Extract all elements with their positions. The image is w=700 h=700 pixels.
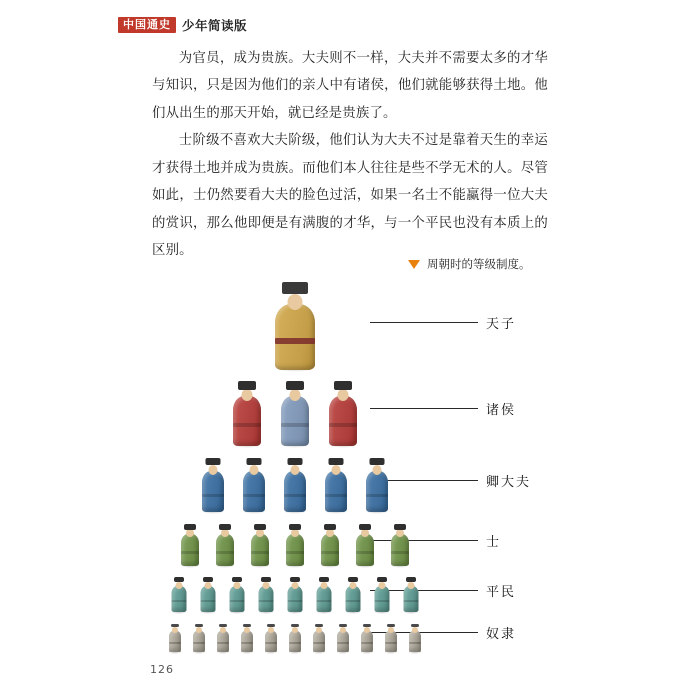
figurine-hat [411, 624, 419, 627]
figurine-head [388, 627, 394, 633]
figurine [191, 622, 208, 652]
hierarchy-pyramid-figure [120, 278, 580, 658]
figurine-robe [230, 586, 245, 612]
figurine-head [205, 582, 212, 589]
figurine-hat [387, 624, 395, 627]
figurine-robe [329, 396, 357, 446]
figurine-sash [409, 642, 421, 644]
figurine-head [321, 582, 328, 589]
figurine-robe [181, 534, 199, 566]
figurine [387, 522, 413, 566]
figurine-hat [291, 624, 299, 627]
figurine-sash [233, 423, 261, 427]
figurine-hat [261, 577, 271, 582]
figurine [167, 622, 184, 652]
figurine-head [242, 389, 253, 401]
tier-label-0: 天子 [486, 317, 517, 332]
tier-label-3: 士 [486, 535, 502, 550]
figurine-sash [193, 642, 205, 644]
page-number: 126 [150, 663, 174, 676]
leader-line [370, 540, 478, 541]
figurine [212, 522, 238, 566]
figurine [247, 522, 273, 566]
figurine-sash [217, 642, 229, 644]
figurine [268, 278, 322, 370]
figurine-hat [288, 458, 303, 465]
figurine-robe [286, 534, 304, 566]
figurine-head [176, 582, 183, 589]
figurine-hat [329, 458, 344, 465]
figurine-sash [329, 423, 357, 427]
figurine-sash [317, 600, 332, 602]
figurine-robe [391, 534, 409, 566]
figurine-head [186, 529, 194, 537]
figurine-sash [181, 551, 199, 554]
figurine-robe [201, 586, 216, 612]
figurine-sash [243, 494, 265, 497]
figurine-robe [275, 304, 315, 370]
figurine [239, 622, 256, 652]
figurine [335, 622, 352, 652]
figurine-sash [313, 642, 325, 644]
figurine-hat [195, 624, 203, 627]
figurine-hat [238, 381, 256, 390]
figurine-hat [171, 624, 179, 627]
figurine-robe [325, 471, 347, 512]
triangle-marker-icon [408, 260, 420, 269]
figurine-sash [275, 338, 315, 344]
leader-line [370, 322, 478, 323]
figurine-head [244, 627, 250, 633]
paragraph-2: 士阶级不喜欢大夫阶级，他们认为大夫不过是靠着天生的幸运才获得土地并成为贵族。而他们本人往往是些不学无术的人。尽管如此，士仍然要看大夫的脸色过活，如果一名士不能赢得一位大夫的赏识，那么他即便是有满腹的才华，与一个平民也没有本质上的区别。 [152, 133, 548, 259]
figurine-robe [321, 534, 339, 566]
figure-caption-text: 周朝时的等级制度。 [427, 257, 531, 271]
figurine [314, 576, 335, 612]
figurine-sash [346, 600, 361, 602]
figurine-robe [202, 471, 224, 512]
body-text [152, 45, 548, 265]
figurine [320, 456, 352, 512]
figurine-hat [348, 577, 358, 582]
figurine-head [379, 582, 386, 589]
paragraph-1: 为官员，成为贵族。大夫则不一样，大夫并不需要太多的才华与知识，只是因为他们的亲人中有诸侯，他们就能够获得土地。他们从出生的那天开始，就已经是贵族了。 [152, 51, 548, 121]
figurine [169, 576, 190, 612]
figurine-head [361, 529, 369, 537]
pyramid-tier-row [120, 522, 470, 566]
figurine-sash [361, 642, 373, 644]
figurine-robe [243, 471, 265, 512]
figurine-robe [233, 396, 261, 446]
figurine [215, 622, 232, 652]
figurine-head [268, 627, 274, 633]
figurine-hat [232, 577, 242, 582]
figurine-sash [284, 494, 306, 497]
figurine [343, 576, 364, 612]
figurine-head [292, 582, 299, 589]
figurine-robe [366, 471, 388, 512]
figurine-head [288, 294, 303, 310]
figurine-hat [363, 624, 371, 627]
figurine [407, 622, 424, 652]
figurine-sash [216, 551, 234, 554]
figurine [238, 456, 270, 512]
figurine [361, 456, 393, 512]
figurine-head [332, 465, 341, 475]
figurine-head [364, 627, 370, 633]
figurine-head [326, 529, 334, 537]
figurine-sash [169, 642, 181, 644]
figurine [197, 456, 229, 512]
figurine-robe [317, 586, 332, 612]
pyramid-tier-row [120, 576, 470, 612]
pyramid-tier-row [120, 278, 470, 370]
figurine-sash [375, 600, 390, 602]
figurine-robe [281, 396, 309, 446]
figurine-head [316, 627, 322, 633]
figurine-hat [219, 624, 227, 627]
figurine-hat [267, 624, 275, 627]
figurine-head [256, 529, 264, 537]
tier-label-1: 诸侯 [486, 403, 517, 418]
figurine-hat [184, 524, 196, 530]
figurine-hat [247, 458, 262, 465]
figurine-head [196, 627, 202, 633]
figurine-robe [404, 586, 419, 612]
figure-caption [408, 256, 531, 272]
figurine-hat [319, 577, 329, 582]
figurine-head [220, 627, 226, 633]
pyramid-tier-row [120, 622, 470, 652]
figurine [323, 378, 363, 446]
figurine [383, 622, 400, 652]
figurine [279, 456, 311, 512]
figurine-sash [385, 642, 397, 644]
figurine-hat [394, 524, 406, 530]
figurine-head [221, 529, 229, 537]
figurine-sash [404, 600, 419, 602]
figurine [227, 378, 267, 446]
figurine [227, 576, 248, 612]
tier-label-5: 奴隶 [486, 627, 517, 642]
figurine [352, 522, 378, 566]
figurine-robe [251, 534, 269, 566]
figurine [263, 622, 280, 652]
figurine-sash [366, 494, 388, 497]
figurine-hat [206, 458, 221, 465]
page-header [118, 16, 247, 34]
figurine-head [209, 465, 218, 475]
tier-label-4: 平民 [486, 585, 517, 600]
figurine-hat [203, 577, 213, 582]
figurine-hat [334, 381, 352, 390]
figurine-sash [265, 642, 277, 644]
figurine-head [250, 465, 259, 475]
figurine-sash [281, 423, 309, 427]
figurine-robe [288, 586, 303, 612]
figurine [401, 576, 422, 612]
figurine-hat [243, 624, 251, 627]
figurine-sash [288, 600, 303, 602]
figurine-head [291, 465, 300, 475]
figurine-robe [259, 586, 274, 612]
leader-line [370, 408, 478, 409]
figurine-head [291, 529, 299, 537]
figurine-head [263, 582, 270, 589]
figurine-head [408, 582, 415, 589]
tier-label-2: 卿大夫 [486, 475, 532, 490]
figurine-head [412, 627, 418, 633]
book-subtitle: 少年简读版 [182, 18, 248, 33]
figurine [282, 522, 308, 566]
figurine-sash [172, 600, 187, 602]
figurine-head [290, 389, 301, 401]
figurine-hat [219, 524, 231, 530]
figurine-sash [230, 600, 245, 602]
figurine-robe [172, 586, 187, 612]
figurine-robe [284, 471, 306, 512]
figurine [198, 576, 219, 612]
figurine-sash [251, 551, 269, 554]
figurine [359, 622, 376, 652]
figurine [311, 622, 328, 652]
figurine-robe [356, 534, 374, 566]
figurine-head [172, 627, 178, 633]
figurine-sash [321, 551, 339, 554]
pyramid-tier-row [120, 378, 470, 446]
figurine-hat [289, 524, 301, 530]
figurine [177, 522, 203, 566]
figurine-sash [356, 551, 374, 554]
figurine [285, 576, 306, 612]
figurine [317, 522, 343, 566]
figurine-head [292, 627, 298, 633]
figurine-hat [174, 577, 184, 582]
figurine-robe [346, 586, 361, 612]
figurine-hat [315, 624, 323, 627]
figurine-hat [377, 577, 387, 582]
figurine-sash [325, 494, 347, 497]
figurine-sash [286, 551, 304, 554]
figurine [372, 576, 393, 612]
figurine [287, 622, 304, 652]
figurine-hat [339, 624, 347, 627]
figurine-hat [359, 524, 371, 530]
figurine-head [340, 627, 346, 633]
figurine-sash [259, 600, 274, 602]
figurine [256, 576, 277, 612]
figurine-hat [370, 458, 385, 465]
figurine-head [396, 529, 404, 537]
figurine-robe [216, 534, 234, 566]
book-title-badge: 中国通史 [118, 17, 176, 33]
figurine-hat [282, 282, 308, 294]
figurine-sash [241, 642, 253, 644]
figurine-sash [337, 642, 349, 644]
figurine-head [350, 582, 357, 589]
figurine-hat [254, 524, 266, 530]
figurine-sash [391, 551, 409, 554]
figurine-head [234, 582, 241, 589]
figurine-hat [324, 524, 336, 530]
figurine-head [373, 465, 382, 475]
figurine-robe [375, 586, 390, 612]
figurine-head [338, 389, 349, 401]
pyramid-tier-row [120, 456, 470, 512]
figurine-sash [289, 642, 301, 644]
figurine [275, 378, 315, 446]
figurine-hat [406, 577, 416, 582]
figurine-hat [290, 577, 300, 582]
figurine-sash [201, 600, 216, 602]
figurine-sash [202, 494, 224, 497]
figurine-hat [286, 381, 304, 390]
